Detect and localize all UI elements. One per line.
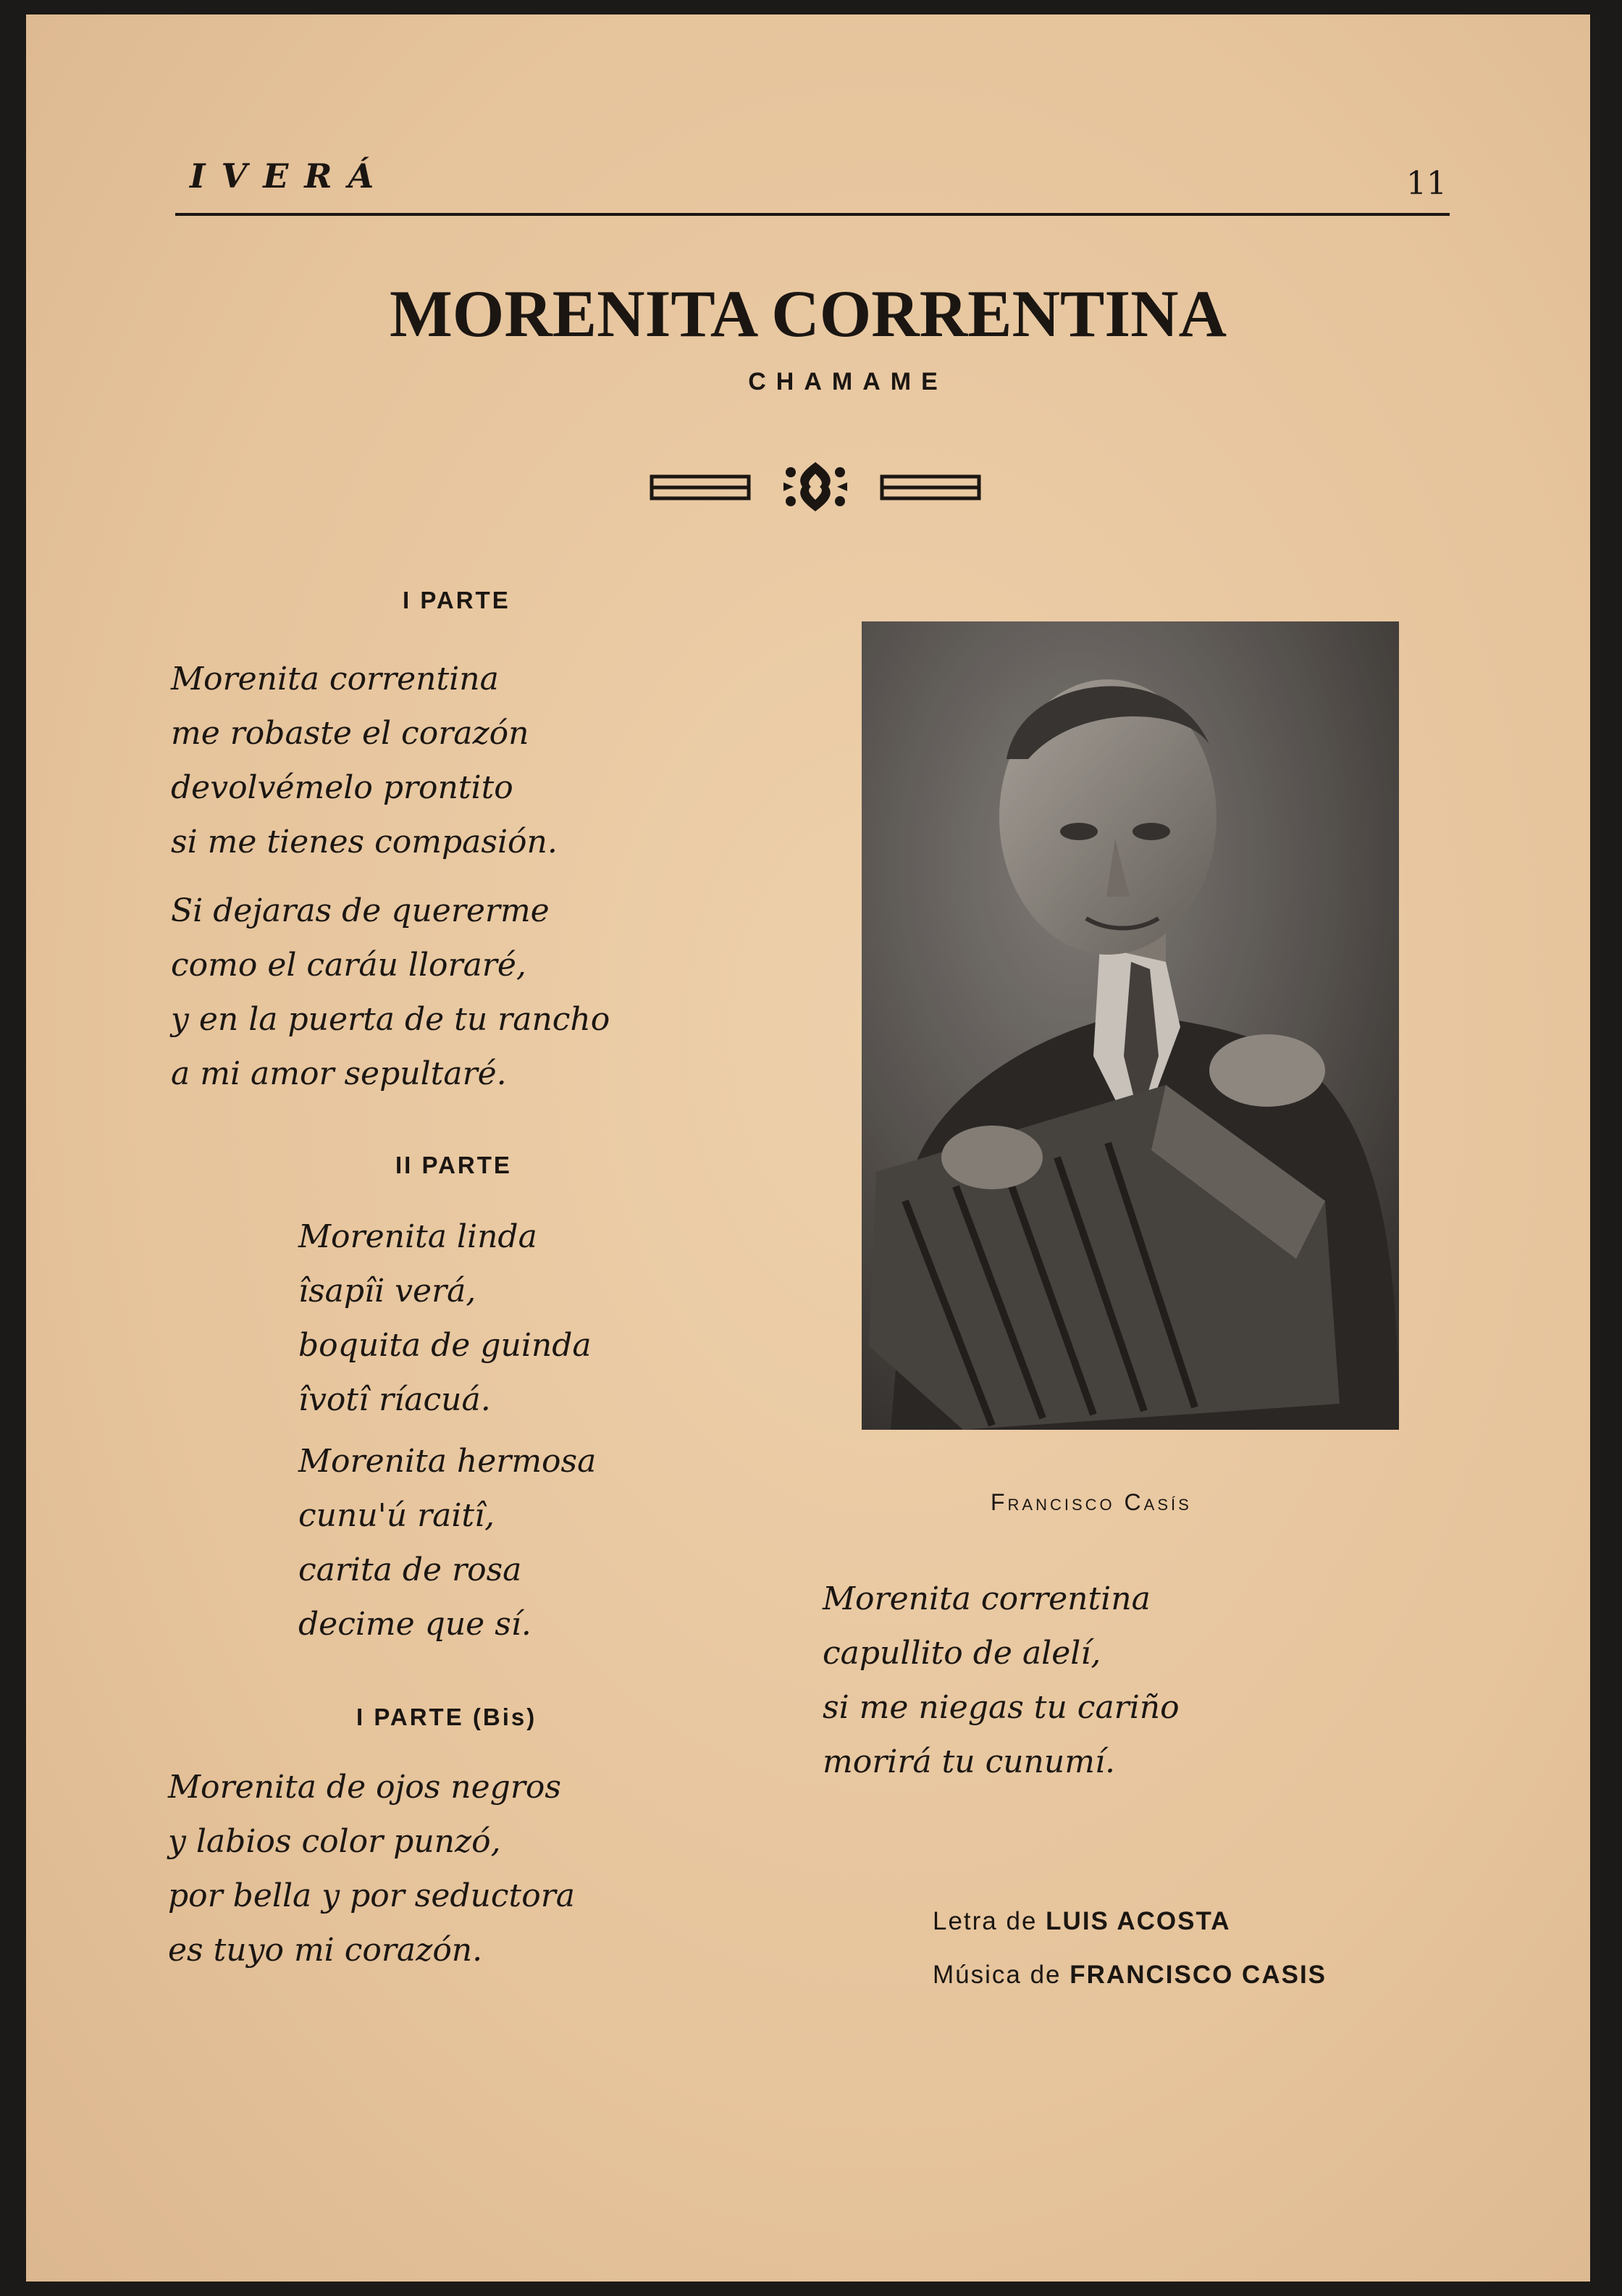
section-heading-part-1: I PARTE xyxy=(403,587,510,613)
lyrics-credit xyxy=(933,1895,1327,1948)
verse-line: a mi amor sepultaré. xyxy=(171,1055,507,1092)
verse-line: si me tienes compasión. xyxy=(171,824,558,860)
portrait-photo xyxy=(862,621,1399,1430)
music-credit xyxy=(933,1948,1327,2002)
verse-line: Morenita linda xyxy=(298,1218,537,1255)
verse-line: îsapîi verá, xyxy=(298,1273,476,1310)
stanza-part-1-a xyxy=(171,652,558,869)
verse-line: boquita de guinda xyxy=(298,1327,592,1364)
verse-line: me robaste el corazón xyxy=(171,715,529,752)
verse-line: y en la puerta de tu rancho xyxy=(171,1001,610,1038)
stanza-part-2-a xyxy=(298,1210,592,1427)
credits xyxy=(933,1895,1327,2002)
verse-line: Morenita correntina xyxy=(171,661,499,697)
magazine-name: IVERÁ xyxy=(190,156,390,196)
lyrics-author: LUIS ACOSTA xyxy=(1046,1907,1231,1935)
stanza-part-1-b xyxy=(171,884,610,1101)
stanza-part-2-b xyxy=(298,1434,596,1651)
verse-line: devolvémelo prontito xyxy=(171,769,513,806)
verse-line: Morenita de ojos negros xyxy=(168,1769,561,1806)
verse-line: como el caráu lloraré, xyxy=(171,947,526,984)
verse-line: cunu'ú raitî, xyxy=(298,1497,495,1534)
verse-line: capullito de alelí, xyxy=(823,1635,1101,1672)
lyrics-label: Letra de xyxy=(933,1907,1038,1935)
verse-line: morirá tu cunumí. xyxy=(823,1743,1116,1780)
verse-line: por bella y por seductora xyxy=(168,1877,575,1914)
song-title: MORENITA CORRENTINA xyxy=(389,277,1227,351)
verse-line: decime que sí. xyxy=(298,1606,531,1643)
song-genre: CHAMAME xyxy=(748,368,948,395)
ornament-divider-icon xyxy=(649,458,982,516)
section-heading-part-1-bis: I PARTE (Bis) xyxy=(356,1704,537,1730)
stanza-part-1-bis-a xyxy=(168,1760,575,1977)
stanza-part-1-bis-b xyxy=(823,1572,1180,1789)
verse-line: y labios color punzó, xyxy=(168,1823,501,1860)
verse-line: îvotî ríacuá. xyxy=(298,1381,491,1418)
magazine-page xyxy=(26,14,1590,2282)
page-header xyxy=(175,143,1450,223)
music-label: Música de xyxy=(933,1961,1062,1989)
photo-caption: Francisco Casís xyxy=(991,1489,1192,1515)
verse-line: es tuyo mi corazón. xyxy=(168,1932,483,1969)
page-number: 11 xyxy=(1406,165,1447,202)
verse-line: Morenita hermosa xyxy=(298,1443,597,1480)
section-heading-part-2: II PARTE xyxy=(395,1152,512,1178)
verse-line: Morenita correntina xyxy=(823,1580,1151,1617)
header-rule xyxy=(175,213,1450,216)
verse-line: Si dejaras de quererme xyxy=(171,892,550,929)
verse-line: si me niegas tu cariño xyxy=(823,1689,1180,1726)
music-author: FRANCISCO CASIS xyxy=(1070,1961,1327,1989)
verse-line: carita de rosa xyxy=(298,1551,522,1588)
